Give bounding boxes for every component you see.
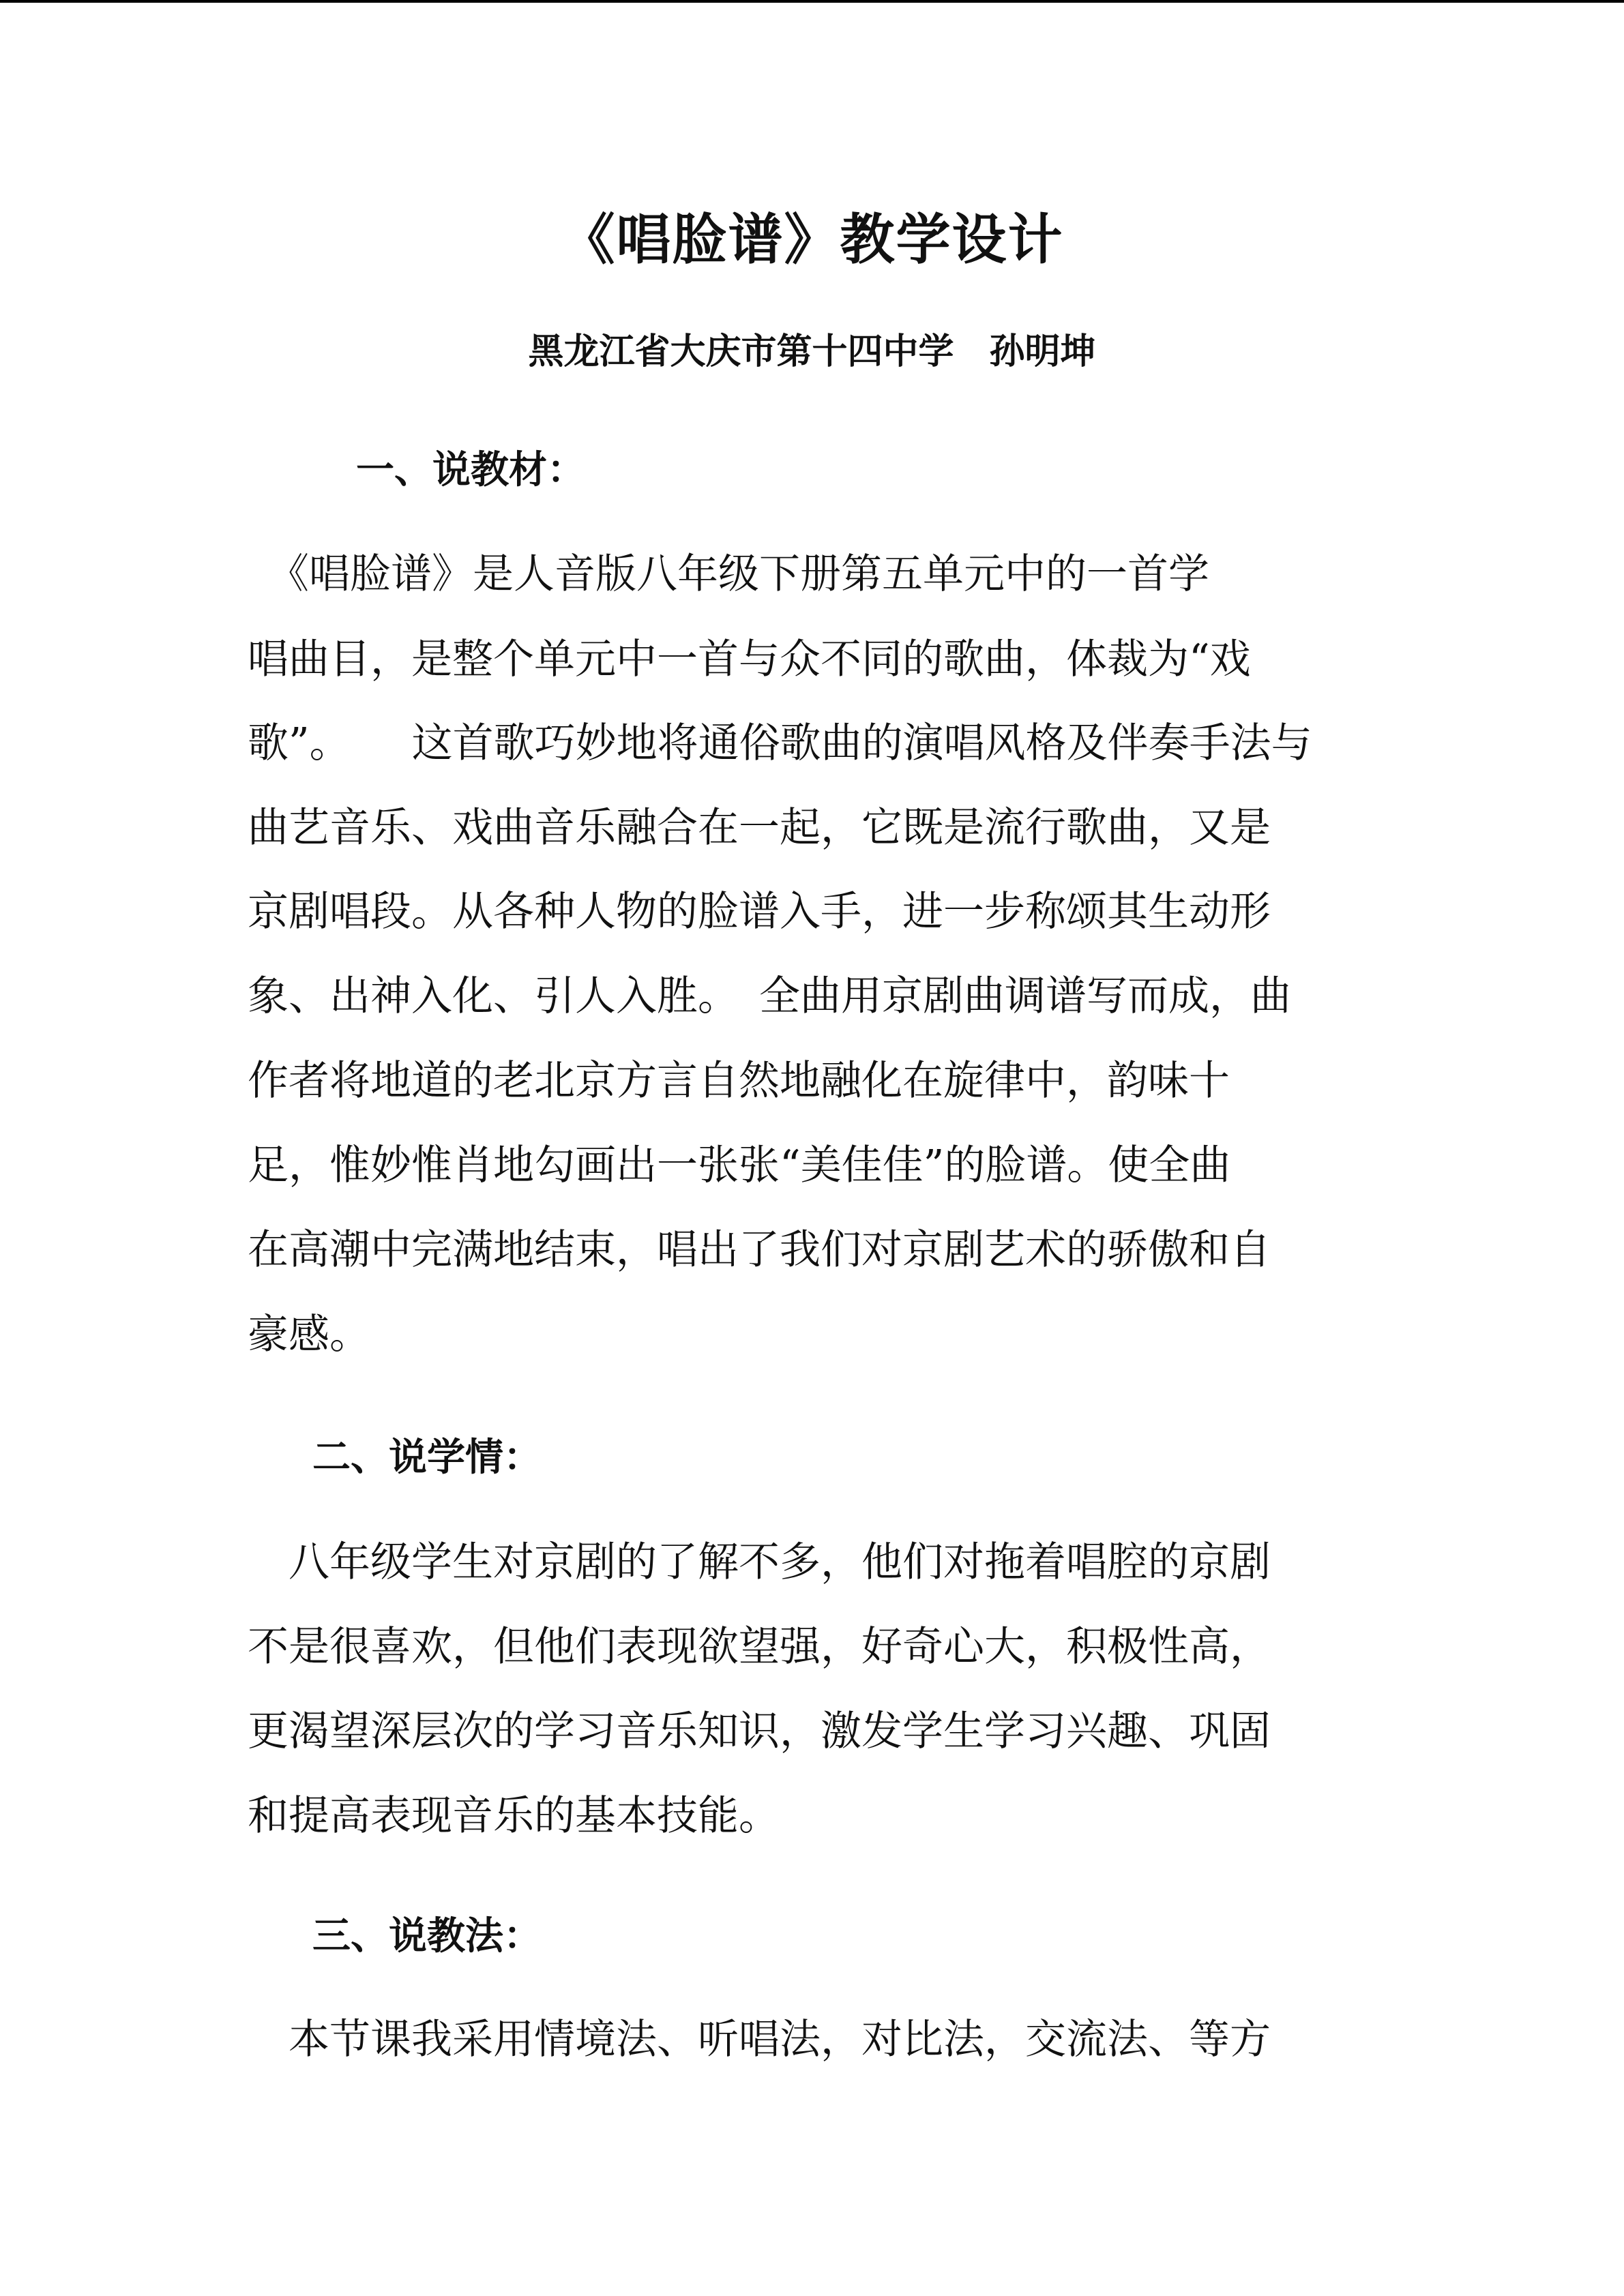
document-title: 《唱脸谱》教学设计 [560, 208, 1064, 271]
paragraph-line: 和提高表现音乐的基本技能。 [248, 1792, 780, 1840]
paragraph-line: 歌”。 这首歌巧妙地将通俗歌曲的演唱风格及伴奏手法与 [248, 719, 1312, 767]
paragraph-line: 京剧唱段。从各种人物的脸谱入手，进一步称颂其生动形 [248, 888, 1271, 936]
section-heading-teaching-method: 三、说教法： [312, 1914, 542, 1958]
paragraph-line: 八年级学生对京剧的了解不多，他们对拖着唱腔的京剧 [248, 1538, 1271, 1586]
paragraph-line: 曲艺音乐、戏曲音乐融合在一起，它既是流行歌曲，又是 [248, 804, 1271, 852]
paragraph-line: 唱曲目，是整个单元中一首与众不同的歌曲，体裁为“戏 [248, 636, 1251, 683]
paragraph-line: 象、出神入化、引人入胜。 全曲用京剧曲调谱写而成，曲 [248, 972, 1291, 1020]
author-line: 黑龙江省大庆市第十四中学 孙明坤 [528, 331, 1096, 372]
paragraph-line: 足，惟妙惟肖地勾画出一张张“美佳佳”的脸谱。使全曲 [248, 1142, 1231, 1189]
section-heading-textbook: 一、说教材： [356, 448, 585, 492]
paragraph-line: 作者将地道的老北京方言自然地融化在旋律中，韵味十 [248, 1057, 1230, 1105]
paragraph-line: 《唱脸谱》是人音版八年级下册第五单元中的一首学 [248, 550, 1209, 598]
paragraph-line: 在高潮中完满地结束，唱出了我们对京剧艺术的骄傲和自 [248, 1226, 1271, 1274]
paragraph-line: 不是很喜欢，但他们表现欲望强，好奇心大，积极性高， [248, 1623, 1271, 1671]
paragraph-line: 本节课我采用情境法、听唱法，对比法，交流法、等方 [248, 2016, 1271, 2063]
paragraph-line: 豪感。 [248, 1311, 370, 1358]
section-heading-student-analysis: 二、说学情： [312, 1435, 542, 1480]
paragraph-line: 更渴望深层次的学习音乐知识，激发学生学习兴趣、巩固 [248, 1708, 1271, 1755]
page-top-rule [0, 0, 1624, 3]
